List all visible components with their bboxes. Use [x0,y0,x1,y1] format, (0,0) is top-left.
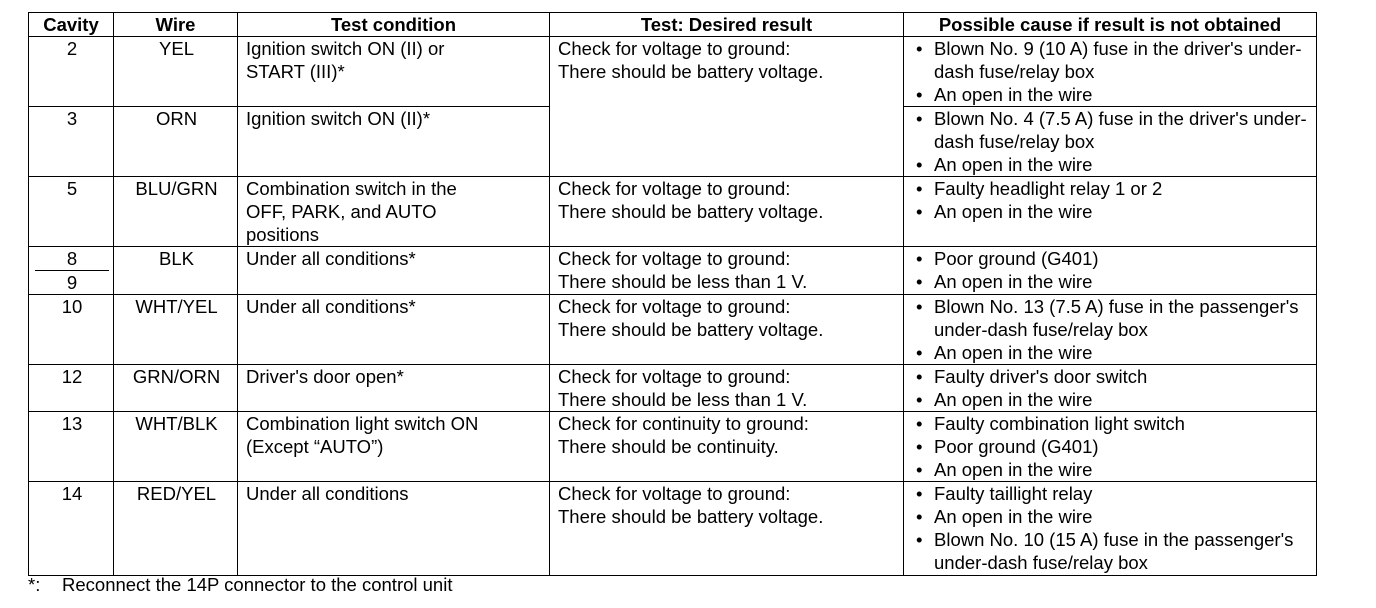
condition-cell [238,482,550,576]
cause-text: Blown No. 13 (7.5 A) fuse in the passenger's under-dash fuse/relay box [934,296,1299,340]
cause-text: Blown No. 10 (15 A) fuse in the passenger's under-dash fuse/relay box [934,529,1294,573]
result-line: Check for voltage to ground: [558,38,791,59]
cause-item [912,528,1310,574]
cause-item [912,341,1310,364]
condition-cell [238,107,550,177]
cause-item [912,247,1310,270]
result-line: There should be battery voltage. [558,201,824,222]
cause-cell [904,107,1317,177]
condition-line: Under all conditions [246,483,409,504]
footnote-text: Reconnect the 14P connector to the control unit [62,574,453,595]
condition-line: (Except “AUTO”) [246,436,384,457]
result-line: Check for voltage to ground: [558,248,791,269]
condition-line: START (III)* [246,61,345,82]
header-wire: Wire [114,13,238,37]
result-cell [550,37,904,177]
cause-cell [904,37,1317,107]
condition-cell [238,247,550,295]
condition-line: Ignition switch ON (II) or [246,38,445,59]
cause-item [912,83,1310,106]
cause-item [912,435,1310,458]
bullet-icon: • [916,342,923,363]
table-row [29,37,1317,107]
header-test-condition: Test condition [238,13,550,37]
bullet-icon: • [916,459,923,480]
cause-text: An open in the wire [934,271,1093,292]
result-line: Check for voltage to ground: [558,483,791,504]
result-cell [550,365,904,412]
diagnostic-table [28,12,1317,576]
cavity-number: 8 [66,248,78,269]
condition-line: Combination light switch ON [246,413,479,434]
cavity-cell: 3 [29,107,114,177]
wire-cell: WHT/BLK [114,412,238,482]
cause-item [912,177,1310,200]
bullet-icon: • [916,506,923,527]
cavity-cell: 10 [29,295,114,365]
result-line: There should be less than 1 V. [558,389,808,410]
result-line: There should be battery voltage. [558,506,824,527]
cause-item [912,505,1310,528]
header-row [29,13,1317,37]
cause-item [912,412,1310,435]
cause-item [912,200,1310,223]
result-line: There should be continuity. [558,436,779,457]
cause-item [912,388,1310,411]
result-line: There should be less than 1 V. [558,271,808,292]
table-row [29,247,1317,295]
cause-cell [904,482,1317,576]
condition-line: Driver's door open* [246,366,404,387]
result-cell [550,177,904,247]
cause-text: An open in the wire [934,201,1093,222]
table-row [29,365,1317,412]
condition-line: OFF, PARK, and AUTO [246,201,437,222]
footnote [28,574,452,596]
result-cell [550,482,904,576]
result-cell [550,247,904,295]
wire-cell: BLU/GRN [114,177,238,247]
condition-cell [238,177,550,247]
bullet-icon: • [916,271,923,292]
header-desired-result: Test: Desired result [550,13,904,37]
result-line: There should be battery voltage. [558,61,824,82]
result-cell [550,295,904,365]
cause-text: An open in the wire [934,84,1093,105]
condition-cell [238,37,550,107]
bullet-icon: • [916,436,923,457]
cavity-cell: 14 [29,482,114,576]
cause-text: Faulty combination light switch [934,413,1185,434]
table-row [29,177,1317,247]
condition-line: Ignition switch ON (II)* [246,108,431,129]
result-cell [550,412,904,482]
header-possible-cause: Possible cause if result is not obtained [904,13,1317,37]
bullet-icon: • [916,38,923,59]
bullet-icon: • [916,108,923,129]
cause-item [912,295,1310,341]
table-row [29,482,1317,576]
cause-text: An open in the wire [934,154,1093,175]
result-line: Check for continuity to ground: [558,413,809,434]
result-line: Check for voltage to ground: [558,178,791,199]
cause-text: An open in the wire [934,459,1093,480]
cause-cell [904,365,1317,412]
wire-cell: YEL [114,37,238,107]
cavity-cell: 13 [29,412,114,482]
bullet-icon: • [916,178,923,199]
bullet-icon: • [916,389,923,410]
cause-item [912,482,1310,505]
condition-line: Under all conditions* [246,296,416,317]
table-row [29,412,1317,482]
cause-item [912,153,1310,176]
cause-text: Blown No. 4 (7.5 A) fuse in the driver's under-dash fuse/relay box [934,108,1307,152]
result-line: Check for voltage to ground: [558,366,791,387]
result-line: There should be battery voltage. [558,319,824,340]
cavity-cell: 2 [29,37,114,107]
header-cavity: Cavity [29,13,114,37]
cause-text: An open in the wire [934,342,1093,363]
result-line: Check for voltage to ground: [558,296,791,317]
condition-cell [238,365,550,412]
cause-text: Faulty headlight relay 1 or 2 [934,178,1163,199]
condition-line: Combination switch in the [246,178,457,199]
condition-cell [238,295,550,365]
bullet-icon: • [916,366,923,387]
cavity-cell [29,247,114,295]
cause-text: Faulty driver's door switch [934,366,1148,387]
table-row [29,295,1317,365]
cavity-number: 9 [35,270,109,294]
condition-line: positions [246,224,320,245]
cause-item [912,458,1310,481]
cause-text: An open in the wire [934,506,1093,527]
cause-cell [904,412,1317,482]
cause-text: Poor ground (G401) [934,436,1099,457]
bullet-icon: • [916,296,923,317]
bullet-icon: • [916,483,923,504]
bullet-icon: • [916,84,923,105]
footnote-mark: *: [28,574,41,595]
wire-cell: WHT/YEL [114,295,238,365]
cause-text: An open in the wire [934,389,1093,410]
wire-cell: ORN [114,107,238,177]
cause-text: Blown No. 9 (10 A) fuse in the driver's under-dash fuse/relay box [934,38,1302,82]
cause-cell [904,247,1317,295]
wire-cell: BLK [114,247,238,295]
bullet-icon: • [916,201,923,222]
wire-cell: GRN/ORN [114,365,238,412]
cause-item [912,37,1310,83]
cause-item [912,107,1310,153]
bullet-icon: • [916,248,923,269]
cause-text: Faulty taillight relay [934,483,1093,504]
bullet-icon: • [916,154,923,175]
cavity-cell: 5 [29,177,114,247]
bullet-icon: • [916,413,923,434]
bullet-icon: • [916,529,923,550]
condition-line: Under all conditions* [246,248,416,269]
condition-cell [238,412,550,482]
cause-text: Poor ground (G401) [934,248,1099,269]
cause-cell [904,295,1317,365]
cause-cell [904,177,1317,247]
cause-item [912,365,1310,388]
cause-item [912,270,1310,293]
wire-cell: RED/YEL [114,482,238,576]
cavity-cell: 12 [29,365,114,412]
